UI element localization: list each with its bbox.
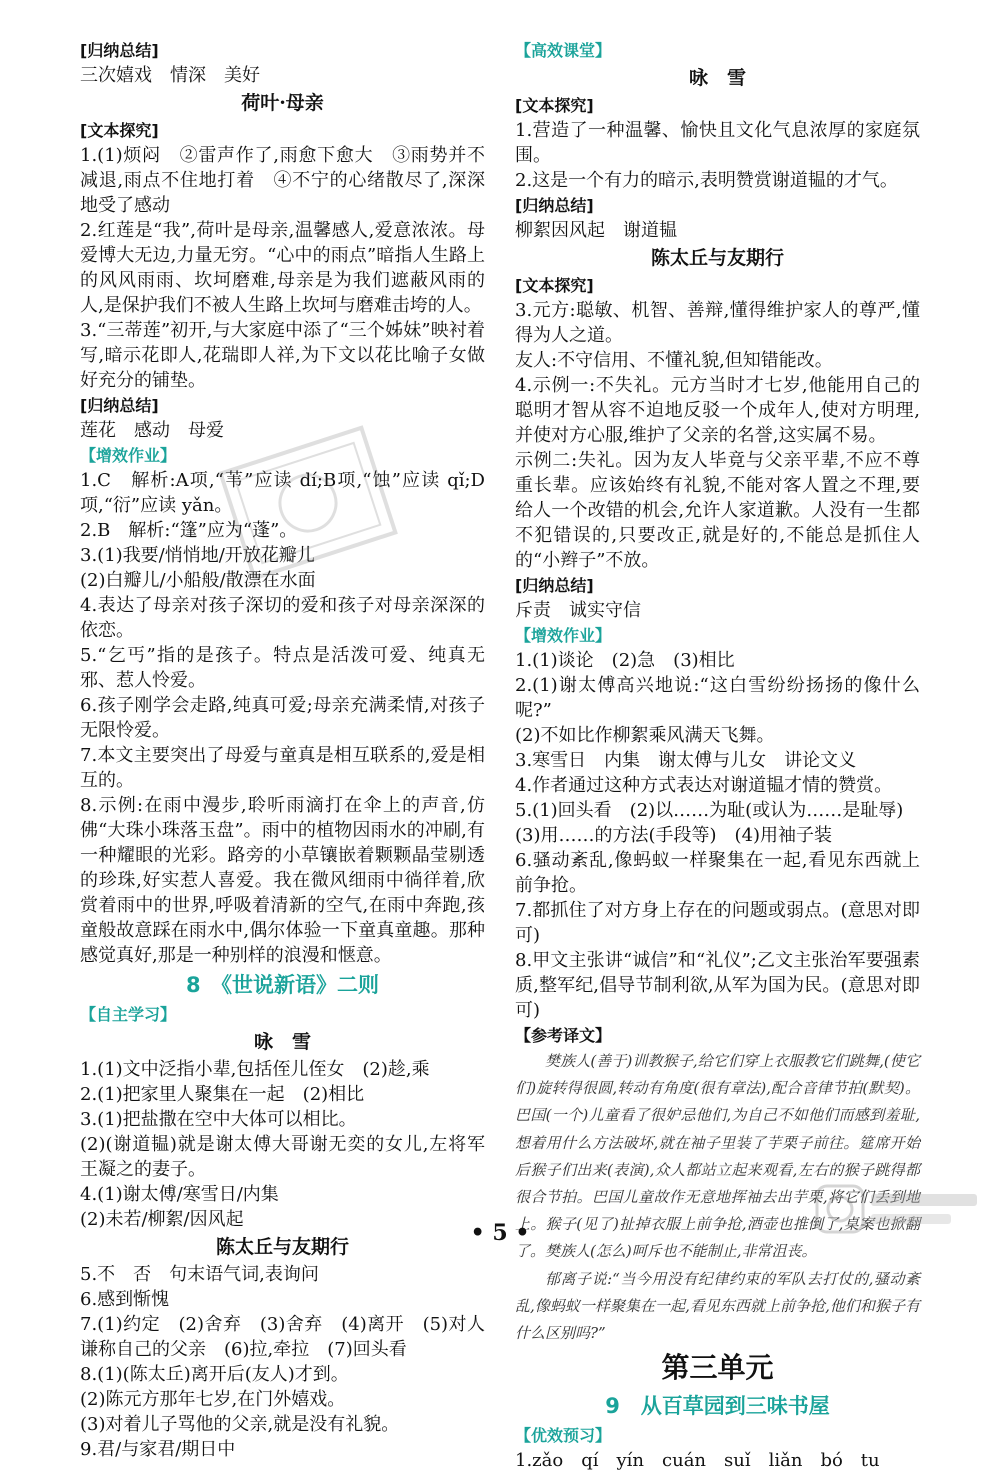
section-header: 【增效作业】	[80, 446, 177, 465]
section-label: 【参考译文】	[515, 1026, 612, 1045]
answer-line: (2)陈元方那年七岁,在门外嬉戏。	[80, 1389, 346, 1410]
answer-line: (2)(谢道韫)就是谢太傅大哥谢无奕的女儿,左将军王凝之的妻子。	[80, 1134, 485, 1180]
answer-line: 9.君/与家君/期日中	[80, 1439, 236, 1460]
answer-line: (3)对着儿子骂他的父亲,就是没有礼貌。	[80, 1414, 400, 1435]
answer-line: 3.元方:聪敏、机智、善辩,懂得维护家人的尊严,懂得为人之道。	[515, 300, 920, 346]
answer-line: 5.不 否 句末语气词,表询问	[80, 1264, 319, 1285]
section-header: 【增效作业】	[515, 626, 612, 645]
lesson-title: 荷叶·母亲	[241, 92, 324, 114]
answer-line: 7.本文主要突出了母爱与童真是相互联系的,爱是相互的。	[80, 745, 485, 791]
answer-line: 友人:不守信用、不懂礼貌,但知错能改。	[515, 350, 833, 371]
answer-line: (2)不如比作柳絮乘风满天飞舞。	[515, 725, 775, 746]
section-header: 【优效预习】	[515, 1426, 612, 1446]
answer-line: 6.感到惭愧	[80, 1289, 170, 1310]
answer-line: 8.甲文主张讲“诚信”和“礼仪”;乙文主张治军要强素质,整军纪,倡导节制利欲,从军为国为民。(意思对即可)	[515, 950, 920, 1021]
answer-line: 柳絮因风起 谢道韫	[515, 220, 677, 241]
chapter-title: 8 《世说新语》二则	[185, 973, 380, 997]
answer-line: 1.(1)文中泛指小辈,包括侄儿侄女 (2)趁,乘	[80, 1059, 430, 1080]
section-label: [文本探究]	[515, 276, 594, 295]
page-number: • 5 •	[470, 1220, 530, 1246]
watermark-logo	[815, 1184, 985, 1244]
answer-line: 1.zǎo qí yín cuán suǐ liǎn bó tu	[515, 1450, 880, 1472]
answer-line: 2.(1)谢太傅高兴地说:“这白雪纷纷扬扬的像什么呢?”	[515, 675, 920, 721]
section-label: [归纳总结]	[515, 196, 594, 215]
section-label: [归纳总结]	[80, 41, 159, 60]
section-label: [文本探究]	[515, 96, 594, 115]
right-column	[515, 38, 920, 1473]
answer-line: 8.(1)(陈太丘)离开后(友人)才到。	[80, 1364, 349, 1385]
section-label: [归纳总结]	[80, 396, 159, 415]
unit-title: 第三单元	[661, 1351, 774, 1385]
section-header: 【自主学习】	[80, 1005, 177, 1024]
answer-line: 1.(1)谈论 (2)急 (3)相比	[515, 650, 735, 671]
answer-line: 示例二:失礼。因为友人毕竟与父亲平辈,不应不尊重长辈。应该始终有礼貌,不能对客人置之不理,要给人一个改错的机会,允许人家道歉。人没有一生都不犯错误的,只要改正,就是好的,不能总是抓住人的“小辫子”不放。	[515, 450, 920, 571]
answer-line: 5.(1)回头看 (2)以……为耻(或认为……是耻辱)	[515, 800, 904, 821]
answer-line: 4.示例一:不失礼。元方当时才七岁,他能用自己的聪明才智从容不迫地反驳一个成年人,使对方明理,并使对方心服,维护了父亲的名誉,这实属不易。	[515, 375, 920, 446]
lesson-title: 陈太丘与友期行	[650, 247, 784, 269]
answer-line: 6.孩子刚学会走路,纯真可爱;母亲充满柔情,对孩子无限怜爱。	[80, 695, 485, 741]
answer-line: 3.(1)把盐撒在空中大体可以相比。	[80, 1109, 357, 1130]
lesson-title: 咏 雪	[688, 67, 746, 89]
answer-line: 三次嬉戏 情深 美好	[80, 65, 260, 86]
answer-line: 2.红莲是“我”,荷叶是母亲,温馨感人,爱意浓浓。母爱博大无边,力量无穷。“心中的雨点”暗指人生路上的风风雨雨、坎坷磨难,母亲是为我们遮蔽风雨的人,是保护我们不被人生路上坎坷与磨难击垮的人。	[80, 220, 485, 316]
answer-line: 3.(1)我要/悄悄地/开放花瓣儿	[80, 545, 315, 566]
answer-line: 莲花 感动 母爱	[80, 420, 224, 441]
answer-line: 5.“乞丐”指的是孩子。特点是活泼可爱、纯真无邪、惹人怜爱。	[80, 645, 485, 691]
translation-paragraph: 樊族人(善于)训教猴子,给它们穿上衣服教它们跳舞,(使它们)旋转得很圆,转动有角度(很有章法),配合音律节拍(默契)。巴国(一个)儿童看了很妒忌他们,为自己不如他们而感到羞耻,想着用什么方法破坏,就在袖子里装了芋栗子前往。筵席开始后猴子们出来(表演),众人都站立起来观看,左右的猴子跳得都很合节拍。巴国儿童故作无意地挥袖去出芋栗,将它们丢到地上。猴子(见了)扯掉衣服上前争抢,酒壶也推倒了,桌案也掀翻了。樊族人(怎么)呵斥也不能制止,非常沮丧。	[515, 1052, 920, 1261]
left-column	[80, 38, 485, 1462]
lesson-title: 咏 雪	[253, 1031, 311, 1053]
translation-paragraph: 郁离子说:“当今用没有纪律约束的军队去打仗的,骚动紊乱,像蚂蚁一样聚集在一起,看见东西就上前争抢,他们和猴子有什么区别吗?”	[515, 1269, 920, 1343]
answer-line: 2.(1)把家里人聚集在一起 (2)相比	[80, 1084, 365, 1105]
answer-line: 1.C 解析:A项,“苇”应读 dí;B项,“蚀”应读 qǐ;D项,“衍”应读 yǎn。	[80, 470, 485, 516]
section-label: [归纳总结]	[515, 576, 594, 595]
answer-line: (3)用……的方法(手段等) (4)用袖子装	[515, 825, 833, 846]
answer-line: 8.示例:在雨中漫步,聆听雨滴打在伞上的声音,仿佛“大珠小珠落玉盘”。雨中的植物因雨水的冲刷,有一种耀眼的光彩。路旁的小草镶嵌着颗颗晶莹剔透的珍珠,好实惹人喜爱。我在微风细雨中徜徉着,欣赏着雨中的世界,呼吸着清新的空气,在雨中奔跑,孩童般故意踩在雨水中,偶尔体验一下童真童趣。那种感觉真好,那是一种别样的浪漫和惬意。	[80, 795, 485, 966]
answer-line: 7.都抓住了对方身上存在的问题或弱点。(意思对即可)	[515, 900, 920, 946]
answer-line: 3.寒雪日 内集 谢太傅与儿女 讲论文义	[515, 750, 857, 771]
chapter-title: 9 从百草园到三味书屋	[605, 1394, 830, 1419]
answer-line: 4.(1)谢太傅/寒雪日/内集	[80, 1184, 279, 1205]
section-header: 【高效课堂】	[515, 41, 612, 60]
answer-line: 4.表达了母亲对孩子深切的爱和孩子对母亲深深的依恋。	[80, 595, 485, 641]
answer-line: 2.这是一个有力的暗示,表明赞赏谢道韫的才气。	[515, 170, 898, 191]
answer-line: 4.作者通过这种方式表达对谢道韫才情的赞赏。	[515, 775, 893, 796]
answer-line: 2.B 解析:“篷”应为“蓬”。	[80, 520, 298, 541]
answer-line: 6.骚动紊乱,像蚂蚁一样聚集在一起,看见东西就上前争抢。	[515, 850, 920, 896]
answer-line: 1.营造了一种温馨、愉快且文化气息浓厚的家庭氛围。	[515, 120, 920, 166]
answer-line: (2)白瓣儿/小船般/散漂在水面	[80, 570, 316, 591]
answer-line: (2)未若/柳絮/因风起	[80, 1209, 244, 1230]
section-label: [文本探究]	[80, 121, 159, 140]
answer-line: 3.“三蒂莲”初开,与大家庭中添了“三个姊妹”映衬着写,暗示花即人,花瑞即人祥,为下文以花比喻子女做好充分的铺垫。	[80, 320, 485, 391]
lesson-title: 陈太丘与友期行	[215, 1236, 349, 1258]
answer-line: 斥责 诚实守信	[515, 600, 641, 621]
answer-line: 1.(1)烦闷 ②雷声作了,雨愈下愈大 ③雨势并不减退,雨点不住地打着 ④不宁的心绪散尽了,深深地受了感动	[80, 145, 485, 216]
answer-line: 7.(1)约定 (2)舍弃 (3)舍弃 (4)离开 (5)对人谦称自己的父亲 (6)拉,牵拉 (7)回头看	[80, 1314, 485, 1360]
